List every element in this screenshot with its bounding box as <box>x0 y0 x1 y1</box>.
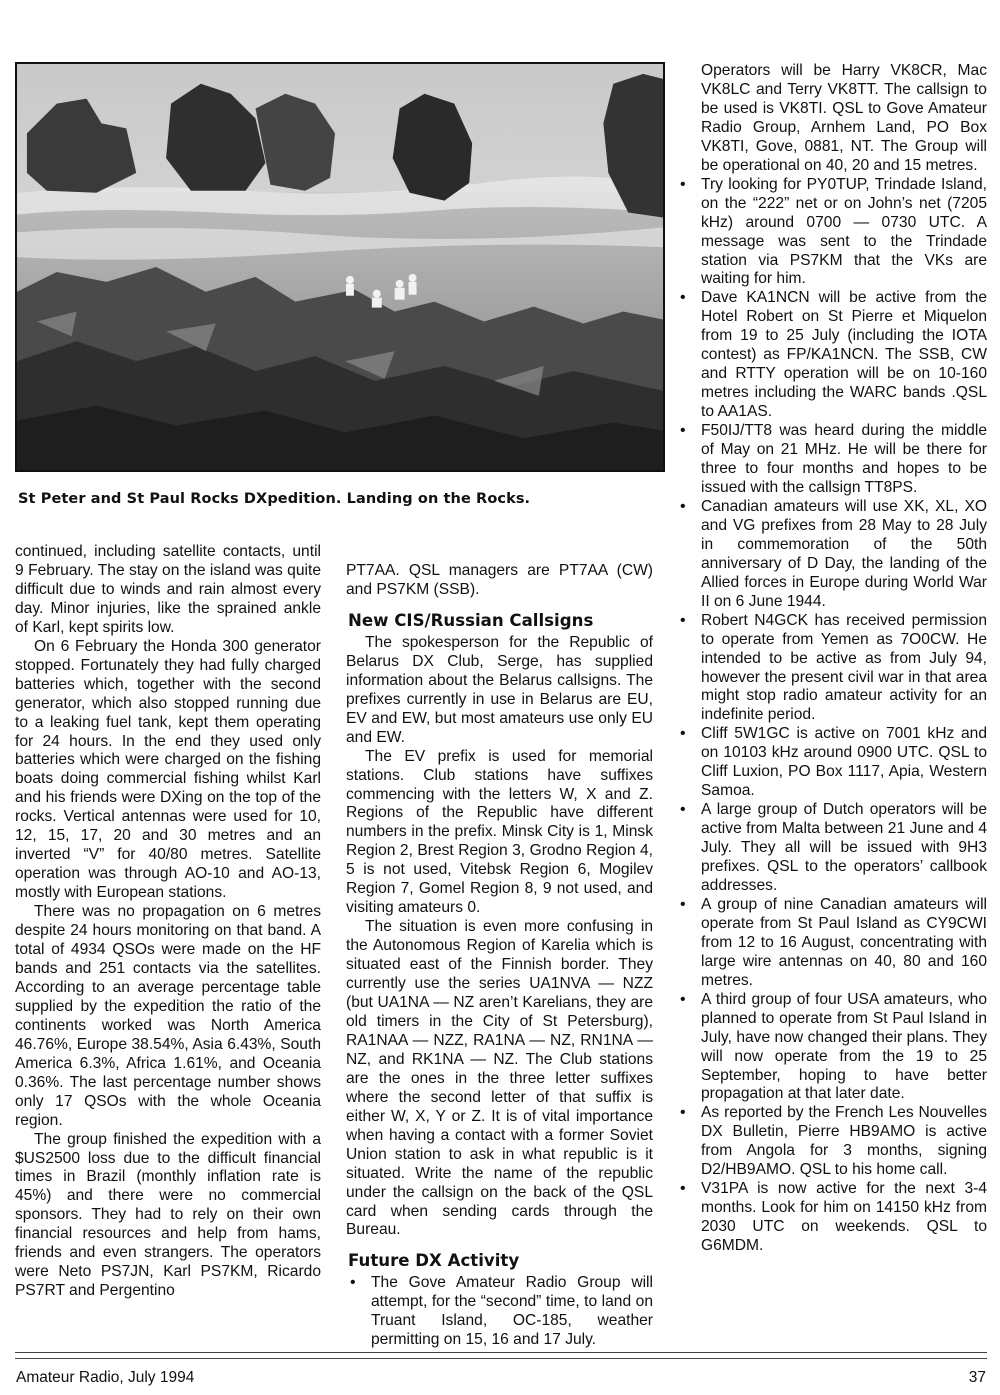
section-heading-future-dx: Future DX Activity <box>348 1251 520 1271</box>
paragraph: On 6 February the Honda 300 generator stopped. Fortunately they had fully charged batteries which, together with the second generator, which also stopped running due to a leaking fuel tank, kept them operating for 24 hours. In the end they used only batteries which were charged on the fishing boats doing commercial fishing whilst Karl and his friends were DXing on the top of the rocks. Vertical antennas were used for 10, 12, 15, 17, 20 and 30 metres and an inverted “V” for 40/80 metres. Satellite operation was through AO-10 and AO-13, mostly with European stations. <box>15 637 321 902</box>
paragraph: continued, including satellite contacts, until 9 February. The stay on the island was quite difficult due to winds and rain almost every day. Minor injuries, like the sprained ankle of Karl, kept spirits low. <box>15 543 321 636</box>
paragraph: Operators will be Harry VK8CR, Mac VK8LC and Terry VK8TT. The callsign to be used is VK8TI. QSL to Gove Amateur Radio Group, Arnhem Land, PO Box VK8TI, Gove, 0881, NT. The Group will be operational on 40, 20 and 15 metres. <box>701 62 987 174</box>
list-item: • A large group of Dutch operators will be active from Malta between 21 June and 4 July. They all will be issued with 9H3 prefixes. QSL to the operators’ callbook addresses. <box>676 801 987 896</box>
list-item: • A group of nine Canadian amateurs will operate from St Paul Island as CY9CWI from 12 to 16 August, concentrating with large wire antennas on 40, 80 and 160 metres. <box>676 896 987 991</box>
rocks-photo-image <box>17 64 663 470</box>
bullet-list <box>346 1274 653 1350</box>
section-heading-cis-callsigns: New CIS/Russian Callsigns <box>348 610 594 630</box>
photo-caption: St Peter and St Paul Rocks DXpedition. Landing on the Rocks. <box>18 491 531 507</box>
page-number: 37 <box>968 1369 986 1386</box>
column-2 <box>346 562 653 1350</box>
list-item: • As reported by the French Les Nouvelles DX Bulletin, Pierre HB9AMO is active from Angola for 3 months, signing D2/HB9AMO. QSL to his home call. <box>676 1104 987 1180</box>
paragraph: PT7AA. QSL managers are PT7AA (CW) and PS7KM (SSB). <box>346 562 653 598</box>
paragraph: The group finished the expedition with a $US2500 loss due to the difficult financial times in Brazil (monthly inflation rate is 45%) and there were no commercial sponsors. They had to rely on their own financial resources and help from hams, friends and even strangers. The operators were Neto PS7JN, Karl PS7KM, Ricardo PS7RT and Pergentino <box>15 1130 321 1300</box>
list-item: • V31PA is now active for the next 3-4 months. Look for him on 14150 kHz from 2030 UTC on weekends. QSL to G6MDM. <box>676 1180 987 1256</box>
list-item: • Try looking for PY0TUP, Trindade Island, on the “222” net or on John’s net (7205 kHz) around 0700 — 0730 UTC. A message was sent to the Trindade station via PS7KM that the VKs are waiting for him. <box>676 176 987 290</box>
photo-landing-on-rocks <box>15 62 665 472</box>
paragraph: The situation is even more confusing in the Autonomous Region of Karelia which is situated east of the Finnish border. They currently use the series UA1NVA — NZZ (but UA1NA — NZ aren’t Karelians, they are old timers in the City of St Petersburg), RA1NAA — NZZ, RA1NA — NZ, RN1NA — NZ, and RK1NA — NZ. The Club stations are the ones in the three letter suffixes where the second letter of that suffix is either W, X, Y or Z. It is of vital importance when having a contact with a former Soviet Union station to ask in what republic is it situated. Write the name of the republic under the callsign on the back of the QSL card when sending cards through the Bureau. <box>346 918 653 1239</box>
column-3 <box>676 62 987 1256</box>
list-item: • F50IJ/TT8 was heard during the middle of May on 21 MHz. He will be there for three to four months and hopes to be issued with the callsign TT8PS. <box>676 422 987 498</box>
footer-rule-bottom <box>15 1358 987 1359</box>
list-item: • Canadian amateurs will use XK, XL, XO and VG prefixes from 28 May to 28 July in commemoration of the 50th anniversary of D Day, the landing of the Allied forces in Europe during World War II on 6 June 1944. <box>676 498 987 612</box>
list-item: • A third group of four USA amateurs, who planned to operate from St Paul Island in July, have now changed their plans. They will now operate from the 19 to 25 September, hoping to have better propagation at that later date. <box>676 991 987 1105</box>
footer-rule-top <box>15 1352 987 1353</box>
bullet-list <box>676 176 987 1256</box>
column-1 <box>15 543 321 1301</box>
paragraph: There was no propagation on 6 metres despite 24 hours monitoring on that band. A total of 4934 QSOs were made on the HF bands and 251 contacts via the satellites. According to an average percentage table supplied by the expedition the ratio of the continents worked was North America 46.76%, Europe 38.54%, Asia 6.43%, South America 6.3%, Africa 1.61%, and Oceania 0.36%. The last percentage number shows only 17 QSOs with the whole Oceania region. <box>15 903 321 1129</box>
list-item: • The Gove Amateur Radio Group will attempt, for the “second” time, to land on Truant Island, OC-185, weather permitting on 15, 16 and 17 July. <box>346 1274 653 1350</box>
list-item: • Dave KA1NCN will be active from the Hotel Robert on St Pierre et Miquelon from 19 to 25 July (including the IOTA contest) as FP/KA1NCN. The SSB, CW and RTTY operation will be on 10-160 metres including the WARC bands .QSL to AA1AS. <box>676 289 987 422</box>
list-item: • Robert N4GCK has received permission to operate from Yemen as 7O0CW. He intended to be active as from July 94, however the present civil war in that area might stop radio amateur activity for an indefinite period. <box>676 612 987 726</box>
footer-publication: Amateur Radio, July 1994 <box>16 1369 195 1386</box>
list-item: • Cliff 5W1GC is active on 7001 kHz and on 10103 kHz around 0900 UTC. QSL to Cliff Luxion, PO Box 1117, Apia, Western Samoa. <box>676 725 987 801</box>
paragraph: The EV prefix is used for memorial stations. Club stations have suffixes commencing with the letters W, X and Z. Regions of the Republic have different numbers in the prefix. Minsk City is 1, Minsk Region 2, Brest Region 3, Grodno Region 4, 5 is not used, Vitebsk Region 6, Mogilev Region 7, Gomel Region 8, 9 not used, and visiting amateurs 0. <box>346 747 653 917</box>
paragraph: The spokesperson for the Republic of Belarus DX Club, Serge, has supplied information about the Belarus callsigns. The prefixes currently in use in Belarus are EU, EV and EW, but most amateurs use only EU and EW. <box>346 633 653 746</box>
